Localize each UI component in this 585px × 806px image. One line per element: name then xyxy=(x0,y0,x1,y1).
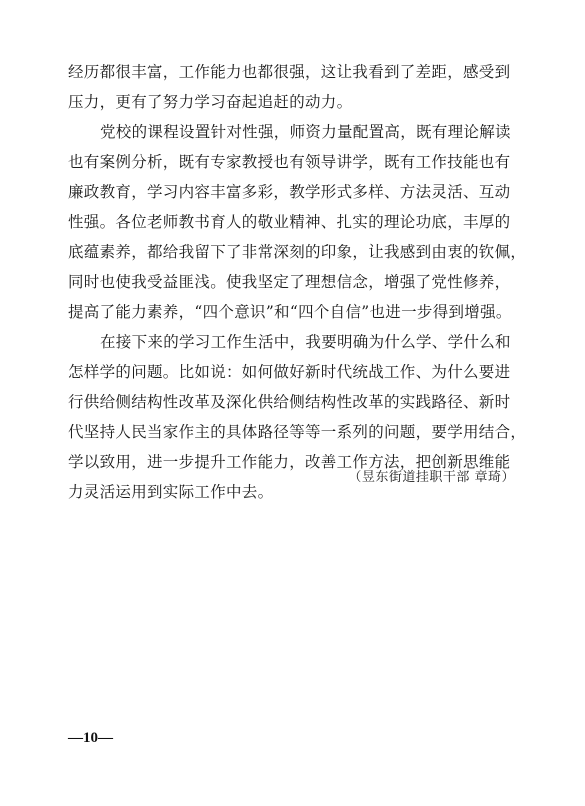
paragraph-2 xyxy=(68,117,526,327)
paragraph-line: 同时也使我受益匪浅。使我坚定了理想信念，增强了党性修养， xyxy=(68,273,511,291)
paragraph-line: 代坚持人民当家作主的具体路径等等一系列的问题，要学用结合， xyxy=(68,423,527,441)
paragraph-line: 压力，更有了努力学习奋起追赶的动力。 xyxy=(68,93,353,111)
paragraph-line: 也有案例分析，既有专家教授也有领导讲学，既有工作技能也有 xyxy=(68,153,511,171)
page-number: —10— xyxy=(68,730,113,746)
paragraph-line: 经历都很丰富，工作能力也都很强，这让我看到了差距，感受到 xyxy=(68,63,511,81)
paragraph-line: 提高了能力素养，“四个意识”和“四个自信”也进一步得到增强。 xyxy=(68,303,512,321)
paragraph-line: 行供给侧结构性改革及深化供给侧结构性改革的实践路径、新时 xyxy=(68,393,511,411)
body-text xyxy=(68,57,526,507)
paragraph-1 xyxy=(68,57,526,117)
paragraph-line: 力灵活运用到实际工作中去。 xyxy=(68,483,274,501)
author-signature: （昱东街道挂职干部 章琦） xyxy=(348,470,515,485)
paragraph-line: 在接下来的学习工作生活中，我要明确为什么学、学什么和 xyxy=(100,333,511,351)
paragraph-line: 党校的课程设置针对性强，师资力量配置高，既有理论解读 xyxy=(100,123,511,141)
paragraph-line: 廉政教育，学习内容丰富多彩，教学形式多样、方法灵活、互动 xyxy=(68,183,511,201)
paragraph-line: 性强。各位老师教书育人的敬业精神、扎实的理论功底，丰厚的 xyxy=(68,213,511,231)
paragraph-line: 怎样学的问题。比如说：如何做好新时代统战工作、为什么要进 xyxy=(68,363,511,381)
paragraph-line: 学以致用，进一步提升工作能力，改善工作方法，把创新思维能 xyxy=(68,453,511,471)
paragraph-line: 底蕴素养，都给我留下了非常深刻的印象，让我感到由衷的钦佩， xyxy=(68,243,527,261)
